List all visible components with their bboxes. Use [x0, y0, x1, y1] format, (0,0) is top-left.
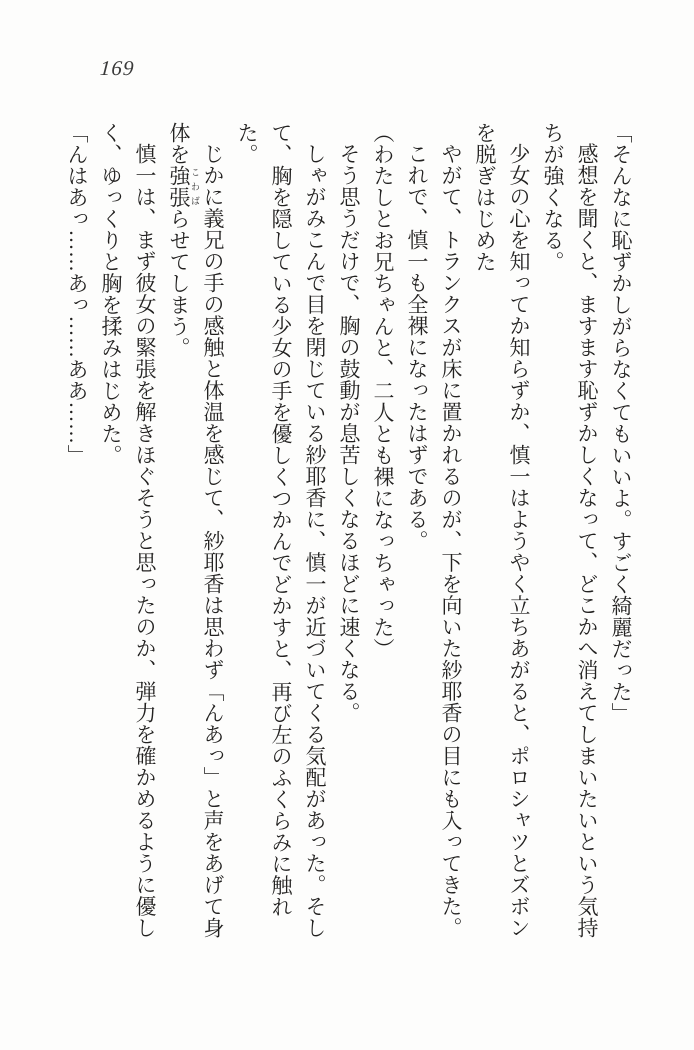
- paragraph-4: やがて、トランクスが床に置かれるのが、下を向いた紗耶香の目にも入ってきた。: [439, 143, 463, 939]
- paragraph-3: 少女の心を知ってか知らずか、慎一はようやく立ちあがると、ポロシャツとズボンを脱ぎはじめた: [473, 122, 531, 939]
- paragraph-thought-6: （わたしとお兄ちゃんと、二人とも裸になっちゃった）: [371, 122, 395, 660]
- page-number: 169: [99, 56, 136, 80]
- paragraph-9-post: らせてしまう。: [167, 208, 191, 359]
- paragraph-dialogue-1: 「そんなに恥ずかしがらなくてもいいよ。すごく綺麗だった」: [609, 122, 633, 724]
- paragraph-10: 慎一は、まず彼女の緊張を解きほぐそうと思ったのか、弾力を確かめるように優しく、ゆっくりと胸を揉みはじめた。: [99, 122, 157, 939]
- paragraph-9: [162, 122, 230, 942]
- paragraph-7: そう思うだけで、胸の鼓動が息苦しくなるほどに速くなる。: [337, 143, 361, 724]
- ruby-furigana: こわば: [190, 165, 200, 208]
- paragraph-8: しゃがみこんで目を閉じている紗耶香に、慎一が近づいてくる気配があった。そして、胸を隠している少女の手を優しくつかんでどかすと、再び左のふくらみに触れた。: [235, 122, 327, 939]
- paragraph-9-pre: じかに義兄の手の感触と体温を感じて、紗耶香は思わず「んあっ」と声をあげて身体を: [167, 122, 225, 939]
- ruby-kowaba: [167, 165, 200, 208]
- paragraph-2: 感想を聞くと、ますます恥ずかしくなって、どこかへ消えてしまいたいという気持ちが強くなる。: [541, 122, 599, 939]
- body-text: [52, 122, 638, 942]
- paragraph-5: これで、慎一も全裸になったはずである。: [405, 143, 429, 552]
- paragraph-dialogue-11: 「んはあっ……あっ……ああ……」: [65, 122, 89, 466]
- ruby-base: 強張: [167, 165, 191, 208]
